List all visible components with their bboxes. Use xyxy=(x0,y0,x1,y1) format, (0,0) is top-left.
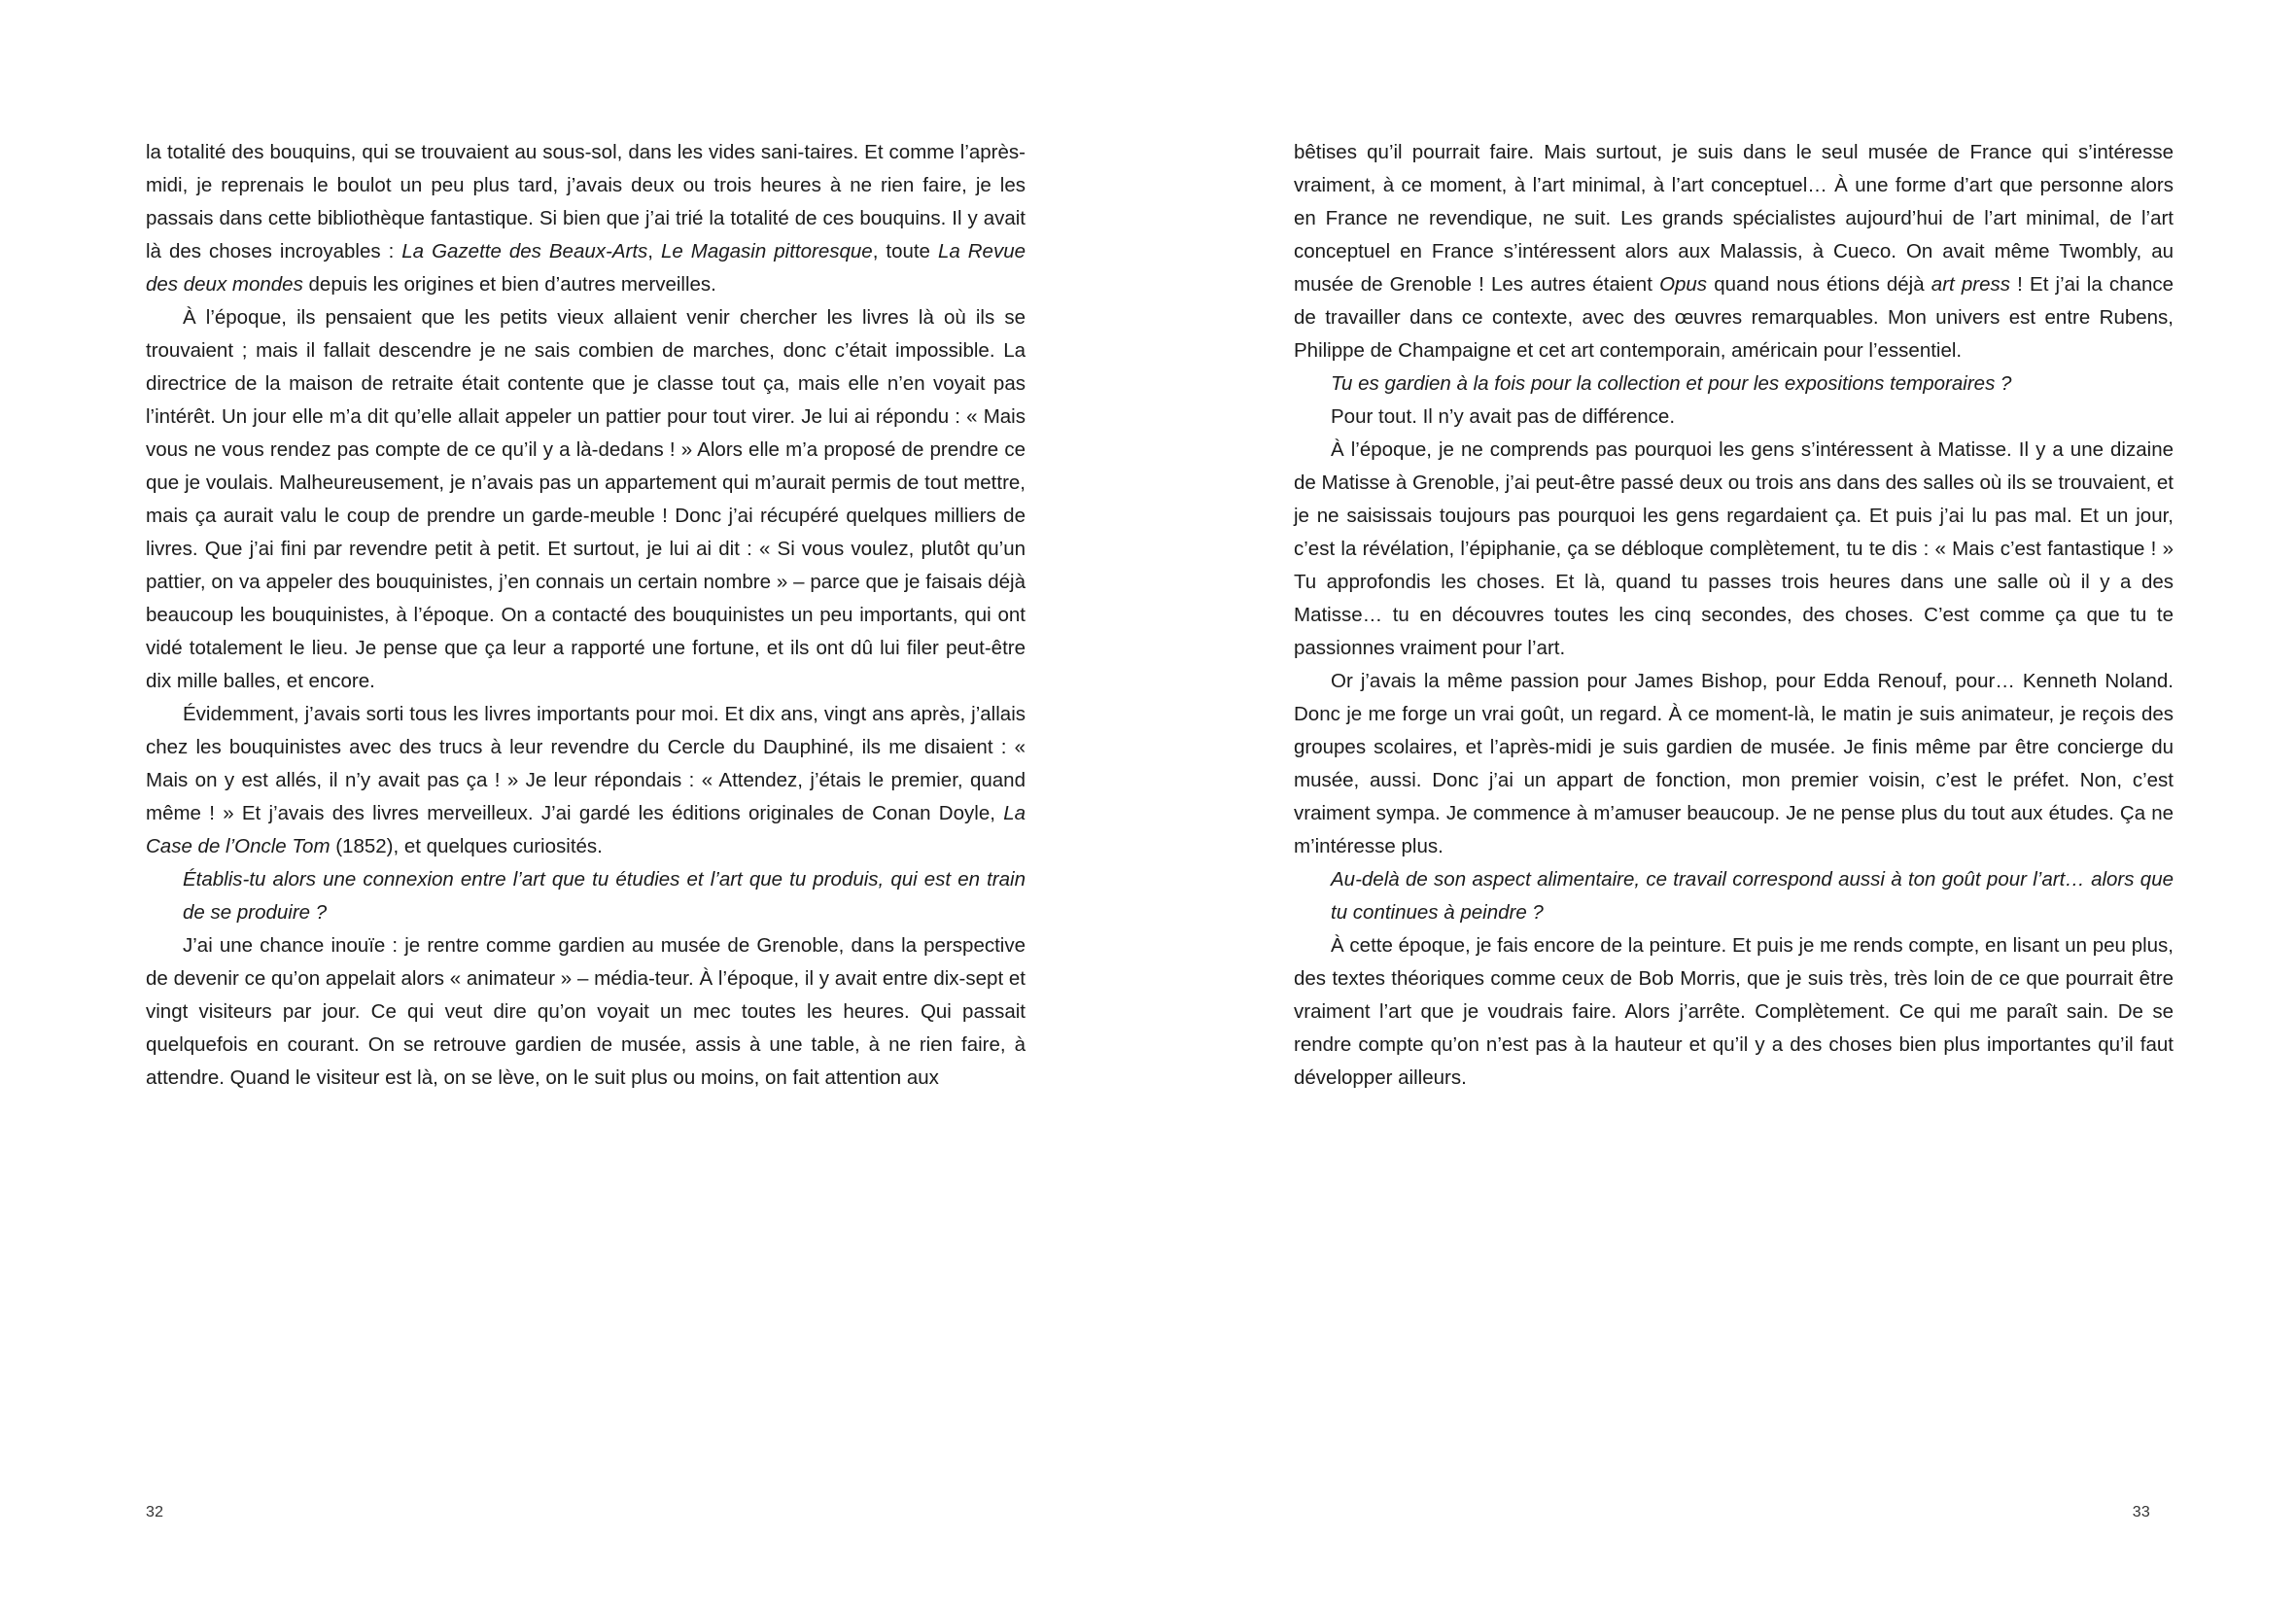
text-run: Évidemment, j’avais sorti tous les livres importants pour moi. Et dix ans, vingt ans après, j’allais chez les bouquinistes avec des trucs à leur revendre du Cercle du Dauphiné, ils me disaient : « Mais on y est allés, il n’y avait pas ça ! » Je leur répondais : « Attendez, j’étais le premier, quand même ! » Et j’avais des livres merveilleux. J’ai gardé les éditions originales de Conan Doyle, xyxy=(146,703,1026,825)
text-run: , toute xyxy=(872,240,938,263)
body-paragraph xyxy=(146,929,1026,1095)
italic-run: Opus xyxy=(1659,273,1708,297)
italic-run: Le Magasin pittoresque xyxy=(660,240,873,263)
body-paragraph xyxy=(1294,434,2174,665)
body-paragraph xyxy=(146,698,1026,863)
body-paragraph xyxy=(1294,929,2174,1095)
text-run: À l’époque, ils pensaient que les petits vieux allaient venir chercher les livres là où ils se trouvaient ; mais il fallait descendre je ne sais combien de marches, donc c’était impossible. La directrice de la maison de retraite était contente que je classe tout ça, mais elle n’en voyait pas l’intérêt. Un jour elle m’a dit qu’elle allait appeler un pattier pour tout virer. Je lui ai répondu : « Mais vous ne vous rendez pas compte de ce qu’il y a là-dedans ! » Alors elle m’a proposé de prendre ce que je voulais. Malheureusement, je n’avais pas un appartement qui m’aurait permis de tout mettre, mais ça aurait valu le coup de prendre un garde-meuble ! Donc j’ai récupéré quelques milliers de livres. Que j’ai fini par revendre petit à petit. Et surtout, je lui ai dit : « Si vous voulez, plutôt qu’un pattier, on va appeler des bouquinistes, j’en connais un certain nombre » – parce que je faisais déjà beaucoup les bouquinistes, à l’époque. On a contacté des bouquinistes un peu importants, qui ont vidé totalement le lieu. Je pense que ça leur a rapporté une fortune, et ils ont dû lui filer peut-être dix mille balles, et encore. xyxy=(146,306,1026,693)
text-run: ! Et j’ai la chance de travailler dans ce contexte, avec des œuvres remarquables. Mon univers est entre Rubens, Philippe de Champaigne et cet art contemporain, américain pour l’essentiel. xyxy=(1294,273,2174,363)
italic-run: Tu es gardien à la fois pour la collection et pour les expositions temporaires ? xyxy=(1331,372,2012,396)
italic-run: art press xyxy=(1931,273,2011,297)
text-column-left xyxy=(146,136,1026,1095)
interview-question xyxy=(1331,367,2174,401)
body-paragraph xyxy=(146,301,1026,698)
text-run: quand nous étions déjà xyxy=(1707,273,1931,297)
text-run: depuis les origines et bien d’autres merveilles. xyxy=(302,273,716,297)
interview-question xyxy=(183,863,1026,929)
italic-run: La Case de l’Oncle Tom xyxy=(146,802,1026,858)
text-run: J’ai une chance inouïe : je rentre comme gardien au musée de Grenoble, dans la perspective de devenir ce qu’on appelait alors « animateur » – média-teur. À l’époque, il y avait entre dix-sept et vingt visiteurs par jour. Ce qui veut dire qu’on voyait un mec toutes les heures. Qui passait quelquefois en courant. On se retrouve gardien de musée, assis à une table, à ne rien faire, à attendre. Quand le visiteur est là, on se lève, on le suit plus ou moins, on fait attention aux xyxy=(146,934,1026,1090)
folio-left: 32 xyxy=(146,1504,164,1520)
text-run: À l’époque, je ne comprends pas pourquoi les gens s’intéressent à Matisse. Il y a une dizaine de Matisse à Grenoble, j’ai peut-être passé deux ou trois ans dans des salles où ils se trouvaient, et je ne saisissais toujours pas pourquoi les gens regardaient ça. Et puis j’ai lu pas mal. Et un jour, c’est la révélation, l’épiphanie, ça se débloque complètement, tu te dis : « Mais c’est fantastique ! » Tu approfondis les choses. Et là, quand tu passes trois heures dans une salle où il y a des Matisse… tu en découvres toutes les cinq secondes, des choses. C’est comme ça que tu te passionnes vraiment pour l’art. xyxy=(1294,438,2174,660)
body-paragraph xyxy=(1294,665,2174,863)
italic-run: Établis-tu alors une connexion entre l’art que tu étudies et l’art que tu produis, qui est en train de se produire ? xyxy=(183,868,1026,925)
text-run: la totalité des bouquins, qui se trouvaient au sous-sol, dans les vides sani-taires. Et comme l’après-midi, je reprenais le boulot un peu plus tard, j’avais deux ou trois heures à ne rien faire, je les passais dans cette bibliothèque fantastique. Si bien que j’ai trié la totalité de ces bouquins. Il y avait là des choses incroyables : xyxy=(146,141,1026,263)
body-paragraph xyxy=(146,136,1026,301)
italic-run: La Revue des deux mondes xyxy=(146,240,1026,297)
text-run: bêtises qu’il pourrait faire. Mais surtout, je suis dans le seul musée de France qui s’intéresse vraiment, à ce moment, à l’art minimal, à l’art conceptuel… À une forme d’art que personne alors en France ne revendique, ne suit. Les grands spécialistes aujourd’hui de l’art minimal, de l’art conceptuel en France s’intéressent alors aux Malassis, à Cueco. On avait même Twombly, au musée de Grenoble ! Les autres étaient xyxy=(1294,141,2174,297)
page-right xyxy=(1148,0,2296,1607)
body-paragraph xyxy=(1294,136,2174,367)
body-paragraph xyxy=(1294,401,2174,434)
folio-right: 33 xyxy=(2132,1504,2150,1520)
italic-run: La Gazette des Beaux-Arts xyxy=(401,240,648,263)
text-column-right xyxy=(1294,136,2174,1095)
text-run: (1852), et quelques curiosités. xyxy=(330,835,603,858)
text-run: Pour tout. Il n’y avait pas de différence. xyxy=(1331,405,1676,429)
interview-question xyxy=(1331,863,2174,929)
italic-run: Au-delà de son aspect alimentaire, ce travail correspond aussi à ton goût pour l’art… alors que tu continues à peindre ? xyxy=(1331,868,2174,925)
text-run: À cette époque, je fais encore de la peinture. Et puis je me rends compte, en lisant un peu plus, des textes théoriques comme ceux de Bob Morris, que je suis très, très loin de ce que pourrait être vraiment l’art que je voudrais faire. Alors j’arrête. Complètement. Ce qui me paraît sain. De se rendre compte qu’on n’est pas à la hauteur et qu’il y a des choses bien plus importantes qu’il faut développer ailleurs. xyxy=(1294,934,2174,1090)
text-run: Or j’avais la même passion pour James Bishop, pour Edda Renouf, pour… Kenneth Noland. Donc je me forge un vrai goût, un regard. À ce moment-là, le matin je suis animateur, je reçois des groupes scolaires, et l’après-midi je suis gardien de musée. Je finis même par être concierge du musée, aussi. Donc j’ai un appart de fonction, mon premier voisin, c’est le préfet. Non, c’est vraiment sympa. Je commence à m’amuser beaucoup. Je ne pense plus du tout aux études. Ça ne m’intéresse plus. xyxy=(1294,670,2174,858)
text-run: , xyxy=(647,240,661,263)
